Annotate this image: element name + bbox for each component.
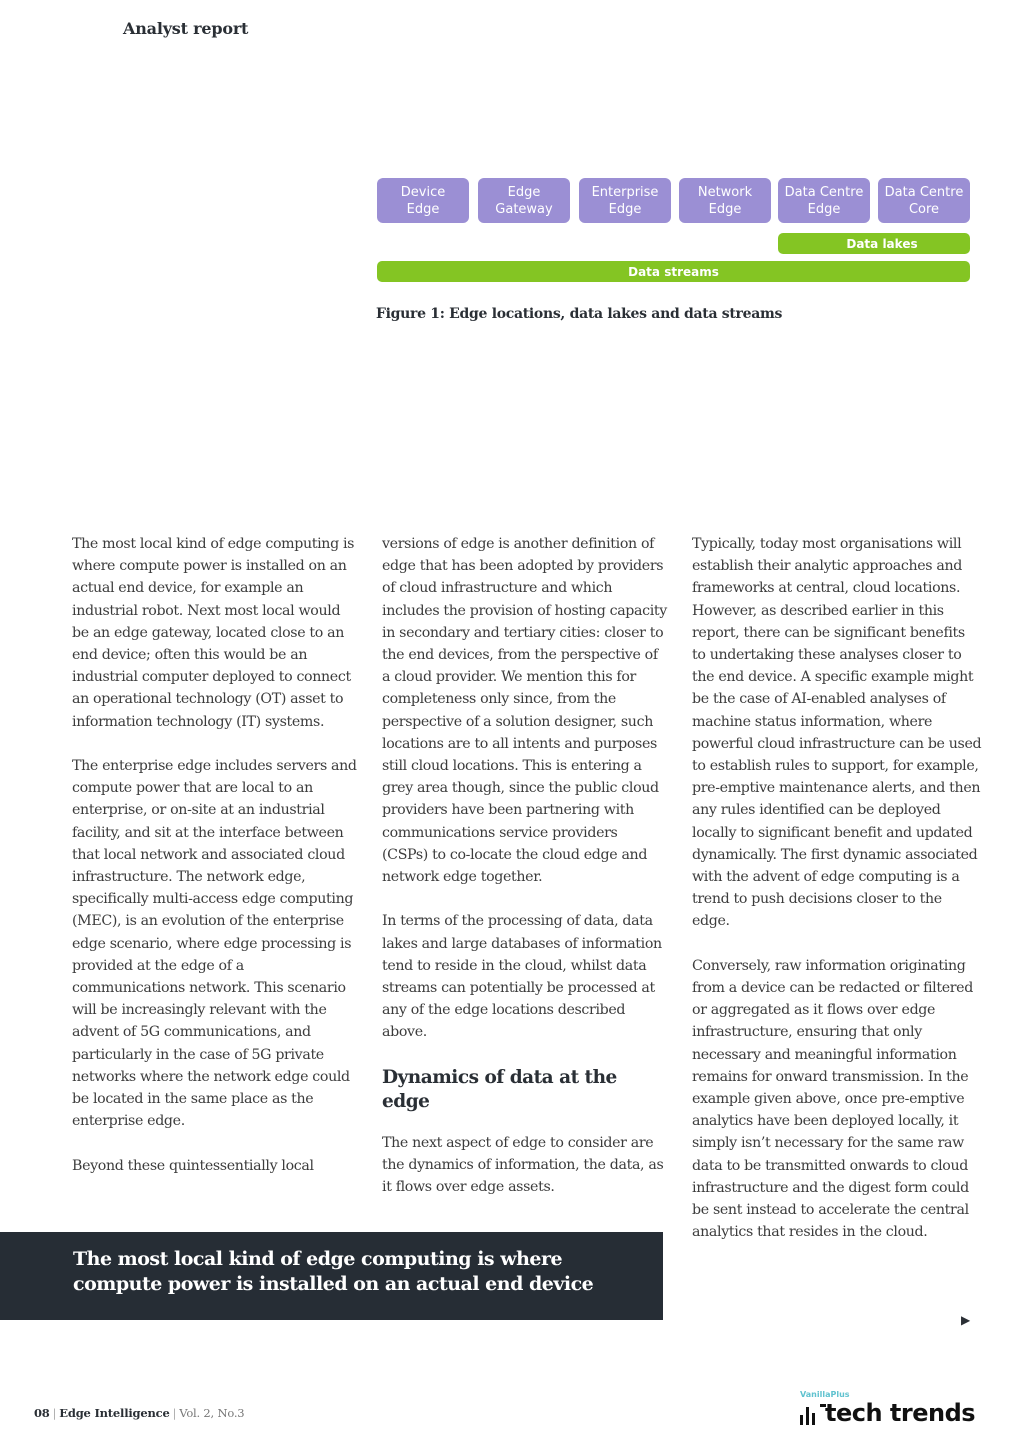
page-number: 08 <box>34 1406 50 1420</box>
section-label: Analyst report <box>123 19 249 38</box>
logo-name-text <box>820 1401 975 1425</box>
edge-box-label-line1: Data Centre <box>884 184 964 200</box>
body-column-3 <box>692 533 982 1266</box>
continue-arrow-icon: ▶ <box>961 1313 971 1327</box>
edge-locations-figure <box>377 178 970 279</box>
paragraph: Typically, today most organisations will establish their analytic approaches and frameworks at central, cloud locations. However, as described earlier in this report, there can be significant benefits to undertaking these analyses closer to the end device. A specific example might be the case of AI-enabled analyses of machine status information, where powerful cloud infrastructure can be used to establish rules to support, for example, pre-emptive maintenance alerts, and then any rules identified can be deployed locally to significant benefit and updated dynamically. The first dynamic associated with the advent of edge computing is a trend to push decisions closer to the edge. <box>692 536 982 930</box>
edge-box-data-centre-core <box>878 178 970 223</box>
figure-caption: Figure 1: Edge locations, data lakes and data streams <box>376 306 783 322</box>
volume-issue: Vol. 2, No.3 <box>179 1406 245 1420</box>
data-streams-bar <box>377 261 970 282</box>
paragraph: Conversely, raw information originating from a device can be redacted or filtered or aggregated as it flows over edge infrastructure, ensuring that only necessary and meaningful information remains for onward transmission. In the example given above, once pre-emptive analytics have been deployed locally, it simply isn’t necessary for the same raw data to be transmitted onwards to cloud infrastructure and the digest form could be sent instead to accelerate the central analytics that resides in the cloud. <box>692 957 973 1241</box>
edge-box-label-line2: Edge <box>406 201 440 217</box>
edge-box-label-line2: Core <box>908 201 940 217</box>
edge-box-edge-gateway <box>478 178 570 223</box>
edge-box-label-line1: Data Centre <box>784 184 864 200</box>
edge-box-label-line1: Device <box>400 184 446 200</box>
paragraph: The enterprise edge includes servers and compute power that are local to an enterprise, or on-site at an industrial facility, and sit at the interface between that local network and associated cloud infrastructure. The network edge, specifically multi-access edge computing (MEC), is an evolution of the enterprise edge scenario, where edge processing is provided at the edge of a communications network. This scenario will be increasingly relevant with the advent of 5G communications, and particularly in the case of 5G private networks where the network edge could be located in the same place as the enterprise edge. <box>72 758 357 1130</box>
section-heading: Dynamics of data at the edge <box>382 1066 617 1112</box>
body-column-1 <box>72 533 357 1199</box>
paragraph: The most local kind of edge computing is where compute power is installed on an actual end device, for example an industrial robot. Next most local would be an edge gateway, located close to an end device; often this would be an industrial computer deployed to connect an operational technology (OT) asset to information technology (IT) systems. <box>72 536 355 730</box>
logo-brand-text: VanillaPlus <box>800 1390 850 1399</box>
edge-box-enterprise-edge <box>579 178 671 223</box>
data-lakes-bar <box>778 233 970 254</box>
footer-separator: | <box>172 1406 177 1420</box>
body-column-2 <box>382 533 667 1221</box>
edge-box-label-line1: Edge <box>507 184 541 200</box>
edge-location-row <box>377 178 970 223</box>
pull-quote <box>0 1232 663 1320</box>
edge-box-label-line2: Edge <box>708 201 742 217</box>
tech-trends-logo <box>800 1390 990 1430</box>
edge-box-label-line2: Gateway <box>495 201 553 217</box>
edge-box-data-centre-edge <box>778 178 870 223</box>
footer-separator: | <box>52 1406 57 1420</box>
data-streams-label: Data streams <box>628 264 719 279</box>
data-lakes-label: Data lakes <box>846 236 918 251</box>
paragraph: versions of edge is another definition of edge that has been adopted by providers of cloud infrastructure and which includes the provision of hosting capacity in secondary and tertiary cities: closer to the end devices, from the perspective of a cloud provider. We mention this for completeness only since, from the perspective of a solution designer, such locations are to all intents and purposes still cloud locations. This is entering a grey area though, since the public cloud providers have been partnering with communications service providers (CSPs) to co-locate the cloud edge and network edge together. <box>382 536 667 886</box>
edge-box-label-line1: Enterprise <box>591 184 659 200</box>
pull-quote-text: The most local kind of edge computing is where compute power is installed on an actual end device <box>73 1248 594 1295</box>
publication-name: Edge Intelligence <box>59 1406 170 1420</box>
edge-box-device-edge <box>377 178 469 223</box>
page-footer <box>34 1406 244 1420</box>
edge-box-label-line1: Network <box>697 184 753 200</box>
paragraph: Beyond these quintessentially local <box>72 1157 314 1174</box>
logo-wordmark: tech trends <box>825 1399 976 1427</box>
paragraph: The next aspect of edge to consider are the dynamics of information, the data, as it flows over edge assets. <box>382 1134 664 1196</box>
edge-box-label-line2: Edge <box>608 201 642 217</box>
paragraph: In terms of the processing of data, data lakes and large databases of information tend to reside in the cloud, whilst data streams can potentially be processed at any of the edge locations described above. <box>382 913 662 1041</box>
edge-box-label-line2: Edge <box>807 201 841 217</box>
edge-box-network-edge <box>679 178 771 223</box>
signal-bars-icon <box>800 1407 818 1425</box>
